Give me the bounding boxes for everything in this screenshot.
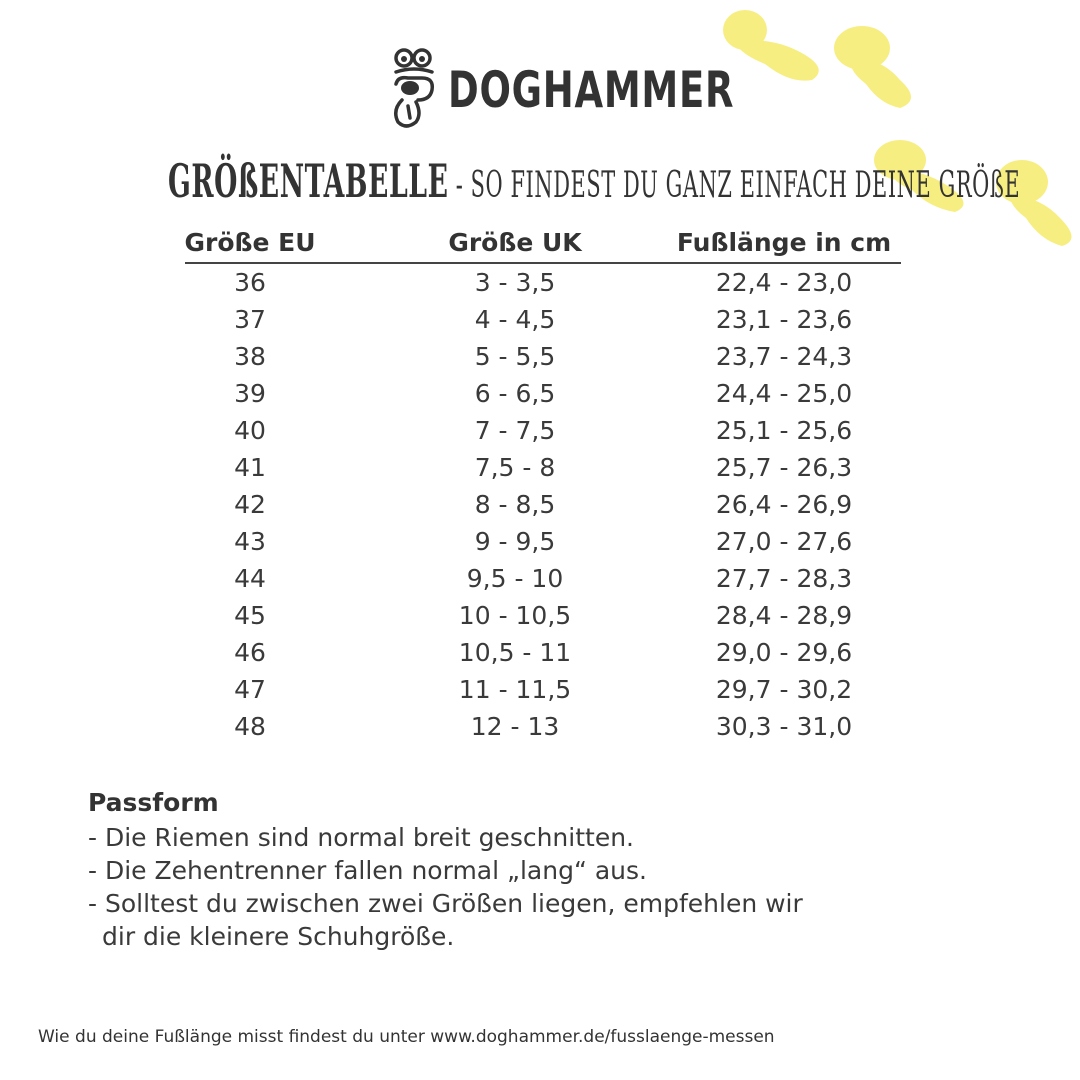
- cell-foot-length: 23,1 - 23,6: [715, 305, 853, 334]
- cell-size-uk: 6 - 6,5: [474, 379, 556, 408]
- cell-foot-length: 29,0 - 29,6: [715, 638, 853, 667]
- cell-size-eu: 44: [234, 564, 266, 593]
- table-row: [185, 671, 901, 708]
- cell-foot-length: 29,7 - 30,2: [715, 675, 853, 704]
- cell-size-uk: 11 - 11,5: [458, 675, 572, 704]
- brand-name: DOGHAMMER: [448, 61, 735, 119]
- cell-size-uk: 9,5 - 10: [466, 564, 564, 593]
- cell-size-eu: 46: [234, 638, 266, 667]
- cell-size-uk: 12 - 13: [470, 712, 560, 741]
- cell-size-eu: 42: [234, 490, 266, 519]
- title-separator: -: [448, 165, 471, 206]
- header-foot-length: Fußlänge in cm: [676, 228, 892, 257]
- table-header: [185, 224, 901, 264]
- cell-foot-length: 27,7 - 28,3: [715, 564, 853, 593]
- footer-note: Wie du deine Fußlänge misst findest du unter www.doghammer.de/fusslaenge-messen: [38, 1027, 775, 1047]
- cell-foot-length: 23,7 - 24,3: [715, 342, 853, 371]
- cell-size-eu: 36: [234, 268, 266, 297]
- cell-foot-length: 24,4 - 25,0: [715, 379, 853, 408]
- cell-size-eu: 48: [234, 712, 266, 741]
- cell-size-eu: 41: [234, 453, 266, 482]
- footprint-icon: [834, 26, 911, 108]
- cell-size-eu: 38: [234, 342, 266, 371]
- cell-foot-length: 26,4 - 26,9: [715, 490, 853, 519]
- size-table: [185, 224, 901, 745]
- dog-face-tongue-icon: [388, 46, 440, 130]
- cell-size-eu: 39: [234, 379, 266, 408]
- table-row: [185, 708, 901, 745]
- table-row: [185, 264, 901, 301]
- cell-size-uk: 8 - 8,5: [474, 490, 556, 519]
- cell-size-eu: 45: [234, 601, 266, 630]
- cell-size-uk: 3 - 3,5: [474, 268, 556, 297]
- fit-title: Passform: [88, 788, 219, 817]
- table-row: [185, 597, 901, 634]
- table-row: [185, 301, 901, 338]
- table-row: [185, 486, 901, 523]
- header-size-uk: Größe UK: [448, 228, 582, 257]
- fit-line: - Die Zehentrenner fallen normal „lang“ aus.: [88, 856, 647, 885]
- table-row: [185, 523, 901, 560]
- table-row: [185, 375, 901, 412]
- cell-foot-length: 25,1 - 25,6: [715, 416, 853, 445]
- footprints-decoration: [0, 0, 1080, 260]
- cell-foot-length: 27,0 - 27,6: [715, 527, 853, 556]
- cell-size-eu: 40: [234, 416, 266, 445]
- title-main: GRÖßENTABELLE: [168, 154, 449, 208]
- cell-size-uk: 10,5 - 11: [458, 638, 572, 667]
- header-size-eu: Größe EU: [184, 228, 316, 257]
- cell-size-eu: 43: [234, 527, 266, 556]
- cell-size-uk: 7 - 7,5: [474, 416, 556, 445]
- cell-size-uk: 7,5 - 8: [474, 453, 556, 482]
- page-title: [168, 154, 1021, 208]
- fit-line: - Solltest du zwischen zwei Größen liegen, empfehlen wir: [88, 889, 803, 918]
- cell-foot-length: 28,4 - 28,9: [715, 601, 853, 630]
- cell-size-eu: 37: [234, 305, 266, 334]
- title-subtitle: SO FINDEST DU GANZ EINFACH DEINE GRÖßE: [470, 165, 1021, 206]
- table-row: [185, 449, 901, 486]
- cell-size-uk: 5 - 5,5: [474, 342, 556, 371]
- table-row: [185, 338, 901, 375]
- table-row: [185, 560, 901, 597]
- cell-foot-length: 22,4 - 23,0: [715, 268, 853, 297]
- table-body: [185, 264, 901, 745]
- cell-size-uk: 10 - 10,5: [458, 601, 572, 630]
- brand-logo: [388, 46, 835, 130]
- cell-size-uk: 9 - 9,5: [474, 527, 556, 556]
- fit-notes: [88, 788, 988, 953]
- fit-line: - Die Riemen sind normal breit geschnitten.: [88, 823, 634, 852]
- fit-line: dir die kleinere Schuhgröße.: [102, 922, 455, 951]
- cell-foot-length: 25,7 - 26,3: [715, 453, 853, 482]
- table-row: [185, 412, 901, 449]
- cell-foot-length: 30,3 - 31,0: [715, 712, 853, 741]
- cell-size-eu: 47: [234, 675, 266, 704]
- cell-size-uk: 4 - 4,5: [474, 305, 556, 334]
- table-row: [185, 634, 901, 671]
